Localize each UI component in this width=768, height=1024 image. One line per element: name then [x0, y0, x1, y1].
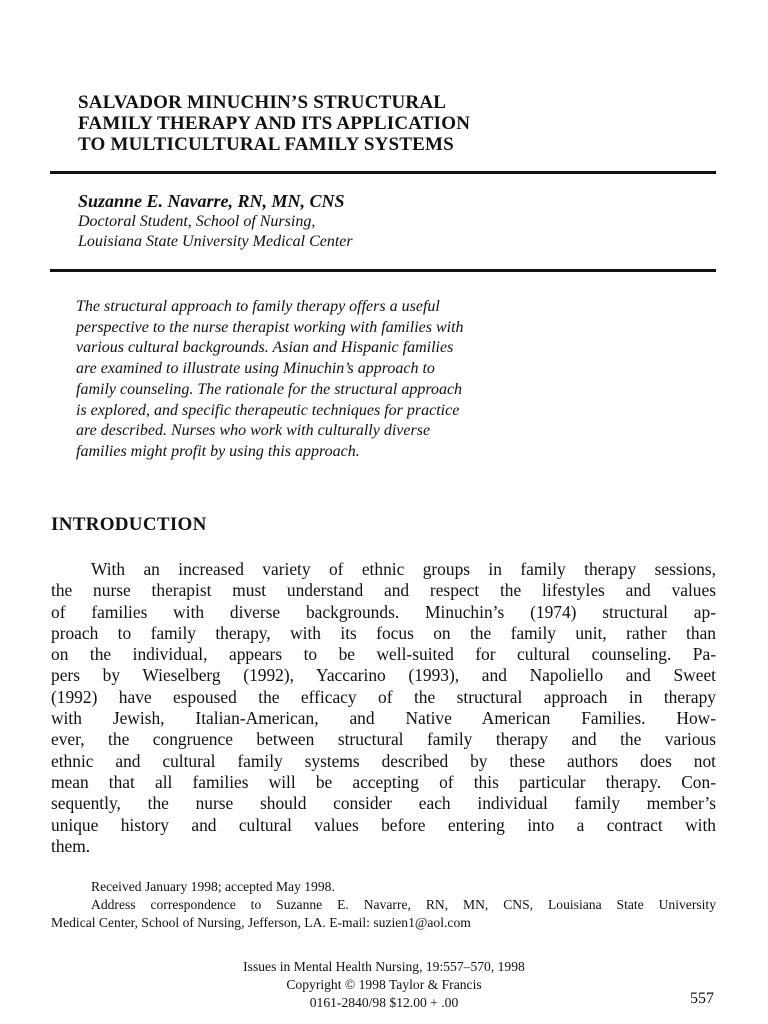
abstract-line: The structural approach to family therapy offers a useful — [76, 298, 440, 315]
journal-citation — [0, 958, 768, 1012]
abstract-line: are described. Nurses who work with culturally diverse — [76, 422, 431, 440]
title-line: TO MULTICULTURAL FAMILY SYSTEMS — [78, 134, 454, 155]
top-divider — [50, 171, 716, 174]
body-line: the nurse therapist must understand and respect the lifestyles and values — [51, 580, 716, 601]
abstract — [76, 297, 636, 463]
body-line: ever, the congruence between structural family therapy and the various — [51, 729, 716, 750]
abstract-line: family counseling. The rationale for the structural approach — [76, 380, 463, 398]
correspondence-line: Medical Center, School of Nursing, Jefferson, LA. E-mail: suzien1@aol.com — [51, 915, 471, 930]
page-number: 557 — [690, 990, 714, 1007]
section-heading-introduction: INTRODUCTION — [51, 514, 207, 535]
abstract-line: are examined to illustrate using Minuchin’s approach to — [76, 360, 435, 378]
body-line: of families with diverse backgrounds. Minuchin’s (1974) structural ap- — [51, 601, 716, 622]
footnotes — [51, 878, 716, 932]
abstract-line: various cultural backgrounds. Asian and Hispanic families — [76, 339, 454, 357]
body-line: on the individual, appears to be well-suited for cultural counseling. Pa- — [51, 644, 716, 665]
bottom-divider — [50, 269, 716, 272]
author-affiliation-line: Louisiana State University Medical Center — [78, 233, 353, 250]
article-title — [78, 92, 698, 155]
body-line: unique history and cultural values before entering into a contract with — [51, 814, 716, 835]
correspondence-line: Address correspondence to Suzanne E. Navarre, RN, MN, CNS, Louisiana State University — [91, 897, 716, 912]
body-line: them. — [51, 835, 91, 856]
journal-line: Copyright © 1998 Taylor & Francis — [286, 977, 482, 992]
abstract-line: perspective to the nurse therapist working with families with — [76, 318, 464, 336]
body-line: mean that all families will be accepting of this particular therapy. Con- — [51, 771, 716, 792]
body-line: With an increased variety of ethnic groups in family therapy sessions, — [91, 559, 716, 579]
introduction-paragraph — [51, 559, 716, 857]
journal-line: Issues in Mental Health Nursing, 19:557–570, 1998 — [243, 959, 525, 974]
author-block — [78, 190, 698, 252]
body-line: ethnic and cultural family systems described by these authors does not — [51, 750, 716, 771]
body-line: sequently, the nurse should consider each individual family member’s — [51, 793, 716, 814]
journal-line: 0161-2840/98 $12.00 + .00 — [309, 995, 459, 1010]
body-line: pers by Wieselberg (1992), Yaccarino (1993), and Napoliello and Sweet — [51, 665, 716, 686]
title-line: SALVADOR MINUCHIN’S STRUCTURAL — [78, 92, 447, 113]
body-line: with Jewish, Italian-American, and Native American Families. How- — [51, 708, 716, 729]
abstract-line: is explored, and specific therapeutic techniques for practice — [76, 401, 460, 419]
received-note: Received January 1998; accepted May 1998. — [91, 879, 335, 894]
body-line: (1992) have espoused the efficacy of the structural approach in therapy — [51, 686, 716, 707]
author-affiliation-line: Doctoral Student, School of Nursing, — [78, 213, 316, 230]
abstract-line: families might profit by using this approach. — [76, 442, 360, 460]
body-line: proach to family therapy, with its focus on the family unit, rather than — [51, 622, 716, 643]
author-name: Suzanne E. Navarre, RN, MN, CNS — [78, 191, 345, 211]
title-line: FAMILY THERAPY AND ITS APPLICATION — [78, 113, 471, 134]
